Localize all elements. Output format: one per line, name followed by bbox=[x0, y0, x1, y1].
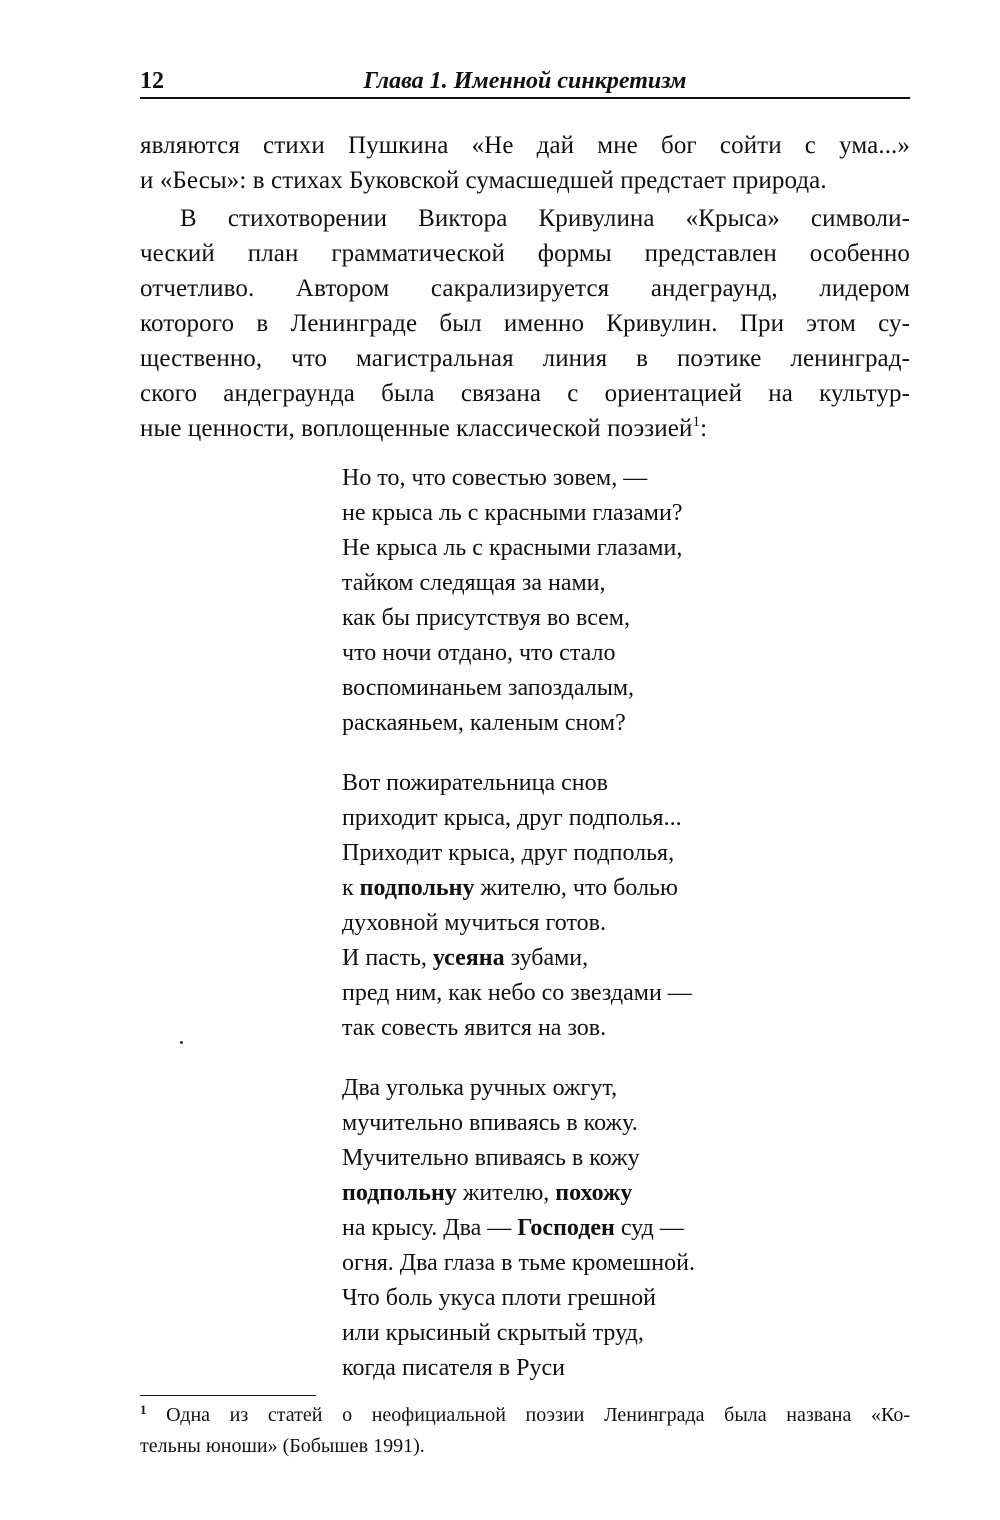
poem-line: что ночи отдано, что стало bbox=[342, 640, 616, 666]
poem-text: к bbox=[342, 875, 360, 901]
body-text bbox=[140, 128, 910, 446]
prose-line: В стихотворении Виктора Кривулина «Крыса» символи- bbox=[180, 205, 910, 232]
poem-bold-word: подпольну bbox=[359, 875, 475, 901]
poem-line bbox=[342, 941, 902, 976]
poem-bold-word: похожу bbox=[555, 1180, 633, 1206]
poem-line: тайком следящая за нами, bbox=[342, 570, 606, 596]
prose-line: ского андеграунда была связана с ориентацией на культур- bbox=[140, 380, 910, 407]
poem-text: жителю, bbox=[456, 1180, 556, 1206]
poem-line bbox=[342, 1211, 902, 1246]
prose-line-with-footnote-ref bbox=[140, 411, 910, 446]
poem-line: пред ним, как небо со звездами — bbox=[342, 980, 692, 1006]
footnote-rule bbox=[140, 1395, 316, 1396]
footnote-line bbox=[140, 1400, 910, 1431]
scan-speck bbox=[180, 1041, 183, 1044]
poem-line: духовной мучиться готов. bbox=[342, 910, 606, 936]
footnote bbox=[140, 1400, 910, 1462]
poem-line: Мучительно впиваясь в кожу bbox=[342, 1145, 640, 1171]
prose-line: ческий план грамматической формы представлен особенно bbox=[140, 240, 910, 267]
running-head-chapter-title: Глава 1. Именной синкретизм bbox=[363, 68, 687, 94]
poem-bold-word: подпольну bbox=[342, 1180, 457, 1206]
poem-line: приходит крыса, друг подполья... bbox=[342, 805, 682, 831]
footnote-marker: 1 bbox=[140, 1402, 147, 1417]
prose-line: щественно, что магистральная линия в поэтике ленинград- bbox=[140, 345, 910, 372]
poem-line: раскаяньем, каленым сном? bbox=[342, 710, 626, 736]
poem-line: Вот пожирательница снов bbox=[342, 770, 608, 796]
poem-text: зубами, bbox=[504, 945, 589, 971]
poem-line bbox=[342, 871, 902, 906]
prose-line: которого в Ленинграде был именно Кривулин. При этом су- bbox=[140, 310, 910, 337]
poem-line: огня. Два глаза в тьме кромешной. bbox=[342, 1250, 695, 1276]
poem-line: мучительно впиваясь в кожу. bbox=[342, 1110, 638, 1136]
poem-line: Не крыса ль с красными глазами, bbox=[342, 535, 683, 561]
poem-bold-word: усеяна bbox=[432, 945, 505, 971]
poem-text: суд — bbox=[614, 1215, 684, 1241]
prose-line: и «Бесы»: в стихах Буковской сумасшедшей предстает природа. bbox=[140, 167, 827, 194]
poem-bold-word: Господен bbox=[517, 1215, 615, 1241]
page-number: 12 bbox=[140, 68, 164, 94]
prose-text: : bbox=[700, 415, 708, 442]
poem-text: И пасть, bbox=[342, 945, 433, 971]
prose-line: отчетливо. Автором сакрализируется андеграунд, лидером bbox=[140, 275, 910, 302]
footnote-text: Одна из статей о неофициальной поэзии Ленинграда была названа «Ко- bbox=[166, 1404, 911, 1426]
poem-line: Два уголька ручных ожгут, bbox=[342, 1075, 618, 1101]
poem-line: так совесть явится на зов. bbox=[342, 1015, 607, 1041]
poem-line: как бы присутствуя во всем, bbox=[342, 605, 630, 631]
poem-line: не крыса ль с красными глазами? bbox=[342, 500, 683, 526]
poem-line: воспоминаньем запоздалым, bbox=[342, 675, 635, 701]
header-rule bbox=[140, 97, 910, 99]
poem-text: на крысу. Два — bbox=[342, 1215, 518, 1241]
prose-line: являются стихи Пушкина «Не дай мне бог сойти с ума...» bbox=[140, 132, 910, 159]
prose-text: ные ценности, воплощенные классической поэзией bbox=[140, 415, 693, 442]
poem-line: или крысиный скрытый труд, bbox=[342, 1320, 644, 1346]
poem-line: Что боль укуса плоти грешной bbox=[342, 1285, 657, 1311]
poem-line: Но то, что совестью зовем, — bbox=[342, 465, 648, 491]
footnote-reference: 1 bbox=[692, 414, 701, 430]
poem-line: когда писателя в Руси bbox=[342, 1355, 565, 1381]
footnote-line: тельны юноши» (Бобышев 1991). bbox=[140, 1435, 425, 1457]
poem-text: жителю, что болью bbox=[474, 875, 678, 901]
poem-line: Приходит крыса, друг подполья, bbox=[342, 840, 675, 866]
poem-line bbox=[342, 1176, 902, 1211]
poem-quotation bbox=[342, 461, 902, 1386]
